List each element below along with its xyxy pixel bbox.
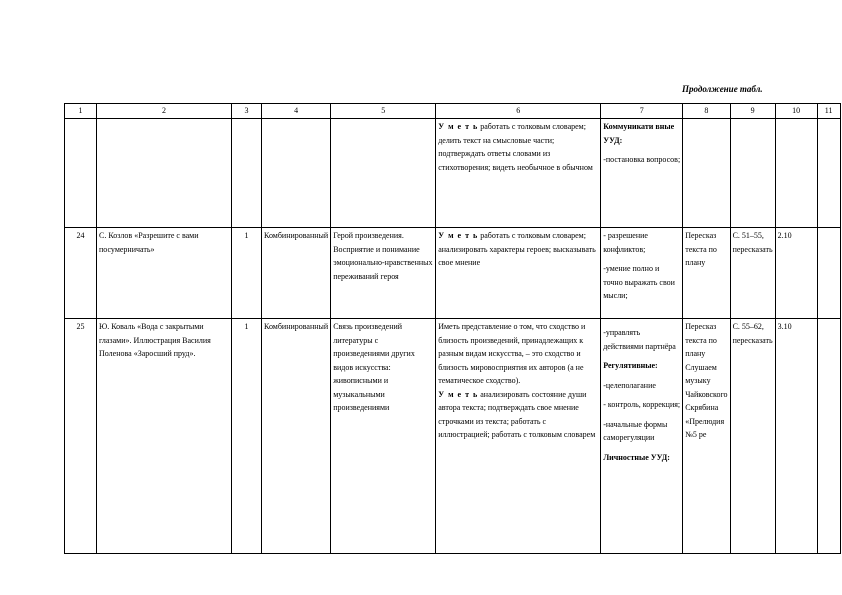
empty-cell — [683, 119, 730, 228]
lesson-hours: 1 — [232, 228, 262, 319]
skills-prefix: У м е т ь — [438, 389, 479, 399]
homework-cell: С. 51–55, пересказать — [730, 228, 775, 319]
skills-text: анализировать состояние души автора текста; подтверждать свое мнение строчками из текста; работать с иллюстрацией; работать с толковым словарем — [438, 389, 596, 439]
header-cell: 2 — [97, 104, 232, 119]
uud-heading: Личностные УУД: — [603, 452, 670, 462]
uud-cell — [601, 228, 683, 319]
header-cell: 5 — [331, 104, 436, 119]
activity-cell: Пересказ текста по плану Слушаем музыку Чайковского Скрябина «Прелюдия №5 ре — [683, 319, 730, 554]
uud-cell — [601, 119, 683, 228]
date-cell: 2.10 — [775, 228, 817, 319]
empty-cell — [730, 119, 775, 228]
lesson-topic: С. Козлов «Разрешите с вами посумерничать» — [97, 228, 232, 319]
header-cell: 4 — [262, 104, 331, 119]
uud-item: -управлять действиями партнёра — [603, 328, 676, 351]
empty-cell — [331, 119, 436, 228]
uud-item: - разрешение конфликтов; — [603, 231, 648, 254]
header-cell: 10 — [775, 104, 817, 119]
table-row — [65, 119, 841, 228]
homework-cell: С. 55–62, пересказать — [730, 319, 775, 554]
uud-item: - контроль, коррекция; — [603, 400, 681, 409]
uud-item: -начальные формы саморегуляции — [603, 419, 668, 442]
header-cell: 6 — [436, 104, 601, 119]
header-cell: 7 — [601, 104, 683, 119]
lesson-content: Герой произведения. Восприятие и понимание эмоционально-нравственных переживаний героя — [331, 228, 436, 319]
skills-cell — [436, 319, 601, 554]
header-cell: 11 — [817, 104, 840, 119]
table-continuation-caption: Продолжение табл. — [682, 84, 763, 94]
lesson-topic: Ю. Коваль «Вода с закрытыми глазами». Иллюстрация Василия Поленова «Заросший пруд». — [97, 319, 232, 554]
header-cell: 9 — [730, 104, 775, 119]
lesson-number: 24 — [65, 228, 97, 319]
empty-cell — [232, 119, 262, 228]
header-cell: 1 — [65, 104, 97, 119]
table-row — [65, 319, 841, 554]
skills-cell — [436, 228, 601, 319]
uud-heading: Коммуникати вные УУД: — [603, 122, 675, 145]
uud-item: -умение полно и точно выражать свои мысли; — [603, 264, 675, 300]
date-cell: 3.10 — [775, 319, 817, 554]
header-cell: 3 — [232, 104, 262, 119]
uud-item: -целеполагание — [603, 380, 656, 390]
empty-cell — [262, 119, 331, 228]
note-cell — [817, 228, 840, 319]
lesson-type: Комбинированный — [262, 228, 331, 319]
empty-cell — [775, 119, 817, 228]
uud-cell — [601, 319, 683, 554]
note-cell — [817, 319, 840, 554]
lesson-plan-table — [64, 103, 841, 554]
skills-prefix: У м е т ь — [438, 231, 479, 240]
uud-item: -постановка вопросов; — [603, 155, 681, 164]
activity-cell: Пересказ текста по плану — [683, 228, 730, 319]
header-cell: 8 — [683, 104, 730, 119]
skills-text: работать с толковым словарем; делить текст на смысловые части; подтверждать ответы словами из стихотворения; видеть необычное в обычном — [438, 122, 593, 172]
header-row — [65, 104, 841, 119]
table-row — [65, 228, 841, 319]
skills-prefix: У м е т ь — [438, 122, 479, 131]
skills-cell — [436, 119, 601, 228]
empty-cell — [817, 119, 840, 228]
lesson-hours: 1 — [232, 319, 262, 554]
lesson-content: Связь произведений литературы с произведениями других видов искусства: живописными и музыкальными произведениями — [331, 319, 436, 554]
skills-intro: Иметь представление о том, что сходство и близость произведений, принадлежащих к разным видам искусства, – это сходство и близость мировосприятия их авторов (а не тематическое сходство). — [438, 322, 586, 385]
lesson-number: 25 — [65, 319, 97, 554]
skills-text: работать с толковым словарем; анализировать характеры героев; высказывать свое мнение — [438, 231, 596, 267]
uud-heading: Регулятивные: — [603, 361, 658, 370]
empty-cell — [97, 119, 232, 228]
empty-cell — [65, 119, 97, 228]
lesson-type: Комбинированный — [262, 319, 331, 554]
